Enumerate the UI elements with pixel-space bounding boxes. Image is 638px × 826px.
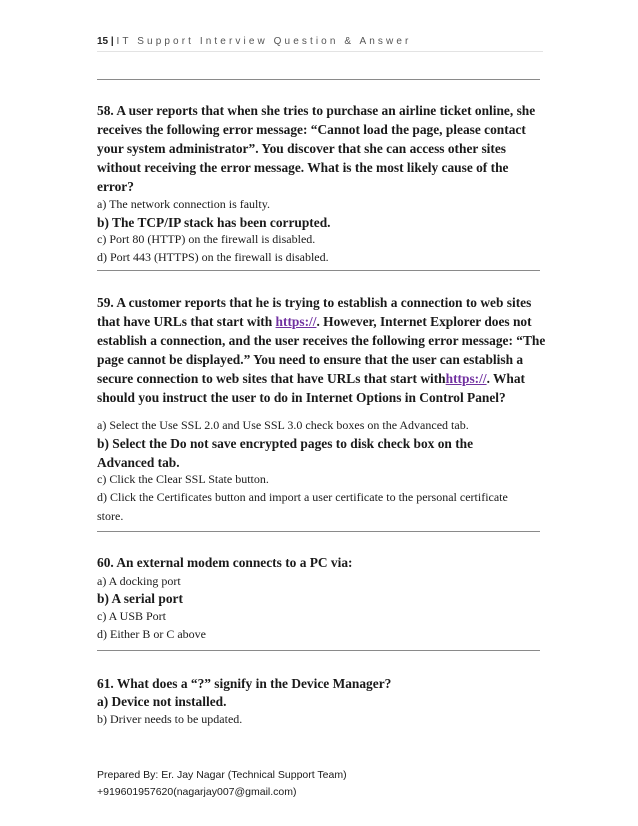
option-59-b-correct: b) Select the Do not save encrypted pages to disk check box on the Advanced tab.: [97, 436, 474, 470]
header-divider: [97, 51, 543, 52]
option-59-c: c) Click the Clear SSL State button.: [97, 472, 269, 486]
option-60-b-correct: b) A serial port: [97, 591, 183, 606]
option-60-c: c) A USB Port: [97, 609, 167, 623]
option-59-a: a) Select the Use SSL 2.0 and Use SSL 3.0 check boxes on the Advanced tab.: [97, 418, 469, 432]
option-60-a: a) A docking port: [97, 574, 181, 588]
footer-author: Prepared By: Er. Jay Nagar (Technical Support Team): [97, 769, 347, 781]
option-58-d: d) Port 443 (HTTPS) on the firewall is disabled.: [97, 250, 329, 264]
question-61: 61. What does a “?” signify in the Device Manager?: [97, 676, 392, 691]
section-divider: [97, 650, 540, 651]
question-59: [97, 293, 547, 407]
footer-contact: +919601957620(nagarjay007@gmail.com): [97, 786, 297, 798]
section-divider: [97, 270, 540, 271]
page-footer: [97, 767, 347, 801]
page-header: [97, 36, 411, 47]
page-number: 15: [97, 36, 109, 47]
section-divider: [97, 79, 540, 80]
option-60-d: d) Either B or C above: [97, 627, 206, 641]
option-58-c: c) Port 80 (HTTP) on the firewall is disabled.: [97, 232, 316, 246]
question-59-text-2: . However, Internet Explorer does not establish a connection, and the user receives the following error message: “The page cannot be displayed.” You need to ensure that the user can establish a secure connection to web sites that have URLs that start with: [97, 314, 546, 386]
question-58: 58. A user reports that when she tries to purchase an airline ticket online, she receives the following error message: “Cannot load the page, please contact your system administrator”. You discover that she can access other sites without receiving the error message. What is the most likely cause of the error?: [97, 103, 536, 194]
option-58-b-correct: b) The TCP/IP stack has been corrupted.: [97, 215, 331, 230]
option-61-b: b) Driver needs to be updated.: [97, 712, 243, 726]
header-separator: |: [110, 36, 114, 47]
https-link-1[interactable]: https://: [275, 314, 317, 329]
question-59-text-3: . What should you instruct the user to do in Internet Options in Control Panel?: [97, 371, 526, 405]
question-59-text-1: 59. A customer reports that he is trying to establish a connection to web sites that have URLs that start with: [97, 295, 532, 329]
question-60: 60. An external modem connects to a PC via:: [97, 555, 353, 570]
option-59-d: d) Click the Certificates button and import a user certificate to the personal certificate store.: [97, 490, 508, 523]
option-58-a: a) The network connection is faulty.: [97, 197, 270, 211]
header-title: IT Support Interview Question & Answer: [116, 36, 412, 47]
section-divider: [97, 531, 540, 532]
option-61-a-correct: a) Device not installed.: [97, 694, 227, 709]
https-link-2[interactable]: https://: [445, 371, 487, 386]
